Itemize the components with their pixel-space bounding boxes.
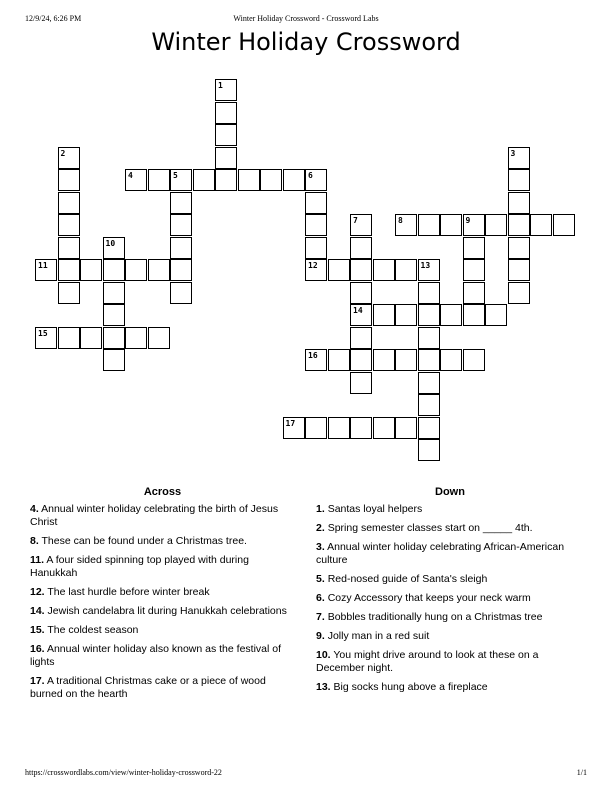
cell-number: 4	[128, 171, 133, 180]
grid-cell[interactable]	[440, 304, 462, 326]
grid-cell[interactable]	[103, 282, 125, 304]
grid-cell[interactable]	[373, 349, 395, 371]
grid-cell[interactable]	[350, 372, 372, 394]
grid-cell[interactable]	[508, 147, 530, 169]
grid-cell[interactable]	[170, 192, 192, 214]
clue-item	[30, 535, 295, 548]
grid-cell[interactable]	[350, 282, 372, 304]
grid-cell[interactable]	[463, 259, 485, 281]
clue-number: 1.	[316, 503, 325, 515]
clue-number: 11.	[30, 554, 45, 566]
grid-cell[interactable]	[328, 259, 350, 281]
grid-cell[interactable]	[508, 214, 530, 236]
grid-cell[interactable]	[305, 259, 327, 281]
clue-text: You might drive around to look at these on a December night.	[316, 649, 539, 674]
across-heading: Across	[143, 486, 182, 498]
clue-number: 7.	[316, 611, 325, 623]
cell-number: 12	[308, 261, 318, 270]
clue-text: A four sided spinning top played with during Hanukkah	[30, 554, 249, 579]
grid-cell[interactable]	[508, 192, 530, 214]
grid-cell[interactable]	[148, 327, 170, 349]
clue-number: 5.	[316, 573, 325, 585]
clue-text: Red-nosed guide of Santa's sleigh	[327, 573, 488, 585]
grid-cell[interactable]	[373, 417, 395, 439]
grid-cell[interactable]	[260, 169, 282, 191]
clue-text: Spring semester classes start on _____ 4th.	[327, 522, 533, 534]
grid-cell[interactable]	[58, 147, 80, 169]
grid-cell[interactable]	[418, 259, 440, 281]
clue-item	[30, 675, 295, 701]
cell-number: 13	[420, 261, 431, 270]
cell-number: 2	[60, 148, 66, 158]
clue-text: Jolly man in a red suit	[327, 630, 430, 642]
grid-cell[interactable]	[418, 372, 440, 394]
grid-cell[interactable]	[58, 169, 80, 191]
grid-cell[interactable]	[215, 102, 237, 124]
grid-cell[interactable]	[215, 147, 237, 169]
grid-cell[interactable]	[35, 327, 57, 349]
grid-cell[interactable]	[485, 304, 507, 326]
grid-cell[interactable]	[103, 349, 125, 371]
cell-number: 7	[353, 216, 358, 225]
grid-cell[interactable]	[215, 124, 237, 146]
grid-cell[interactable]	[305, 349, 327, 371]
cell-number: 11	[38, 261, 48, 270]
clue-item	[316, 649, 584, 675]
grid-cell[interactable]	[508, 237, 530, 259]
grid-cell[interactable]	[305, 417, 327, 439]
clue-item	[316, 522, 584, 535]
cell-number: 17	[285, 418, 296, 428]
clue-item	[316, 541, 584, 567]
clue-number: 2.	[316, 522, 325, 534]
clue-item	[30, 503, 295, 529]
grid-cell[interactable]	[395, 259, 417, 281]
clue-item	[316, 630, 584, 643]
down-heading: Down	[435, 486, 465, 498]
grid-cell[interactable]	[103, 327, 125, 349]
clue-text: Cozy Accessory that keeps your neck warm	[327, 592, 531, 604]
clue-text: The last hurdle before winter break	[47, 586, 210, 598]
clue-number: 15.	[30, 624, 45, 636]
grid-cell[interactable]	[350, 417, 372, 439]
clue-item	[316, 592, 584, 605]
grid-cell[interactable]	[418, 417, 440, 439]
grid-cell[interactable]	[508, 169, 530, 191]
grid-cell[interactable]	[35, 259, 57, 281]
grid-cell[interactable]	[418, 282, 440, 304]
cell-number: 3	[510, 148, 516, 158]
grid-cell[interactable]	[58, 237, 80, 259]
clue-number: 12.	[30, 586, 45, 598]
clue-item	[30, 586, 295, 599]
grid-cell[interactable]	[305, 214, 327, 236]
grid-cell[interactable]	[508, 282, 530, 304]
clue-number: 9.	[316, 630, 325, 642]
clue-text: Bobbles traditionally hung on a Christmas tree	[327, 611, 543, 623]
grid-cell[interactable]	[350, 214, 372, 236]
clue-item	[30, 643, 295, 669]
print-datetime: 12/9/24, 6:26 PM	[25, 14, 82, 23]
grid-cell[interactable]	[350, 237, 372, 259]
grid-cell[interactable]	[170, 259, 192, 281]
grid-cell[interactable]	[373, 304, 395, 326]
clue-text: Santas loyal helpers	[327, 503, 423, 515]
grid-cell[interactable]	[395, 304, 417, 326]
grid-cell[interactable]	[463, 349, 485, 371]
clue-item	[316, 503, 584, 516]
clue-number: 4.	[30, 503, 39, 515]
clue-number: 10.	[316, 649, 331, 661]
grid-cell[interactable]	[58, 192, 80, 214]
grid-cell[interactable]	[170, 282, 192, 304]
down-clues	[316, 486, 584, 700]
grid-cell[interactable]	[418, 304, 440, 326]
grid-cell[interactable]	[395, 417, 417, 439]
grid-cell[interactable]	[125, 169, 147, 191]
grid-cell[interactable]	[305, 192, 327, 214]
grid-cell[interactable]	[463, 304, 485, 326]
clue-number: 16.	[30, 643, 45, 655]
clue-item	[316, 573, 584, 586]
print-page-title: Winter Holiday Crossword - Crossword Labs	[233, 14, 379, 23]
grid-cell[interactable]	[305, 169, 327, 191]
grid-cell[interactable]	[148, 259, 170, 281]
grid-cell[interactable]	[58, 214, 80, 236]
clue-text: Annual winter holiday celebrating African-American culture	[316, 541, 565, 566]
grid-cell[interactable]	[58, 282, 80, 304]
grid-cell[interactable]	[103, 237, 125, 259]
grid-cell[interactable]	[125, 327, 147, 349]
grid-cell[interactable]	[170, 169, 192, 191]
print-page-number: 1/1	[576, 768, 587, 777]
grid-cell[interactable]	[80, 327, 102, 349]
grid-cell[interactable]	[58, 327, 80, 349]
grid-cell[interactable]	[463, 237, 485, 259]
cell-number: 15	[38, 328, 48, 338]
grid-cell[interactable]	[418, 214, 440, 236]
grid-cell[interactable]	[418, 394, 440, 416]
clue-number: 13.	[316, 681, 331, 693]
grid-cell[interactable]	[508, 259, 530, 281]
cell-number: 8	[398, 216, 403, 225]
clue-item	[316, 681, 584, 694]
grid-cell[interactable]	[350, 259, 372, 281]
grid-cell[interactable]	[305, 237, 327, 259]
grid-cell[interactable]	[238, 169, 260, 191]
cell-number: 5	[173, 171, 178, 180]
grid-cell[interactable]	[215, 79, 237, 101]
clue-number: 3.	[316, 541, 325, 553]
grid-cell[interactable]	[283, 169, 305, 191]
grid-cell[interactable]	[193, 169, 215, 191]
grid-cell[interactable]	[553, 214, 575, 236]
grid-cell[interactable]	[170, 237, 192, 259]
grid-cell[interactable]	[283, 417, 305, 439]
grid-cell[interactable]	[485, 214, 507, 236]
clue-text: The coldest season	[47, 624, 139, 636]
clue-text: Jewish candelabra lit during Hanukkah celebrations	[47, 605, 287, 617]
grid-cell[interactable]	[395, 349, 417, 371]
grid-cell[interactable]	[530, 214, 552, 236]
clue-item	[30, 624, 295, 637]
grid-cell[interactable]	[148, 169, 170, 191]
grid-cell[interactable]	[463, 214, 485, 236]
grid-cell[interactable]	[463, 282, 485, 304]
across-clues	[30, 486, 295, 707]
grid-cell[interactable]	[418, 349, 440, 371]
clue-item	[30, 554, 295, 580]
cell-number: 14	[353, 306, 363, 315]
page-title: Winter Holiday Crossword	[151, 28, 461, 56]
grid-cell[interactable]	[373, 259, 395, 281]
cell-number: 6	[308, 171, 313, 180]
grid-cell[interactable]	[395, 214, 417, 236]
clue-text: Big socks hung above a fireplace	[333, 681, 488, 693]
clue-number: 6.	[316, 592, 325, 604]
clue-number: 8.	[30, 535, 39, 547]
grid-cell[interactable]	[170, 214, 192, 236]
clue-text: Annual winter holiday also known as the festival of lights	[30, 643, 282, 668]
cell-number: 10	[105, 238, 116, 248]
cell-number: 9	[465, 216, 471, 225]
clue-text: A traditional Christmas cake or a piece of wood burned on the hearth	[30, 675, 266, 700]
grid-cell[interactable]	[440, 349, 462, 371]
clue-text: Annual winter holiday celebrating the birth of Jesus Christ	[30, 503, 279, 528]
clue-text: These can be found under a Christmas tree.	[41, 535, 247, 547]
grid-cell[interactable]	[440, 214, 462, 236]
clue-item	[30, 605, 295, 618]
clue-number: 17.	[30, 675, 45, 687]
cell-number: 1	[218, 81, 223, 90]
grid-cell[interactable]	[103, 304, 125, 326]
grid-cell[interactable]	[418, 327, 440, 349]
grid-cell[interactable]	[328, 349, 350, 371]
print-url: https://crosswordlabs.com/view/winter-holiday-crossword-22	[25, 768, 222, 777]
grid-cell[interactable]	[418, 439, 440, 461]
grid-cell[interactable]	[103, 259, 125, 281]
cell-number: 16	[308, 351, 318, 360]
grid-cell[interactable]	[125, 259, 147, 281]
grid-cell[interactable]	[215, 169, 237, 191]
grid-cell[interactable]	[350, 327, 372, 349]
grid-cell[interactable]	[58, 259, 80, 281]
clue-item	[316, 611, 584, 624]
grid-cell[interactable]	[328, 417, 350, 439]
grid-cell[interactable]	[350, 349, 372, 371]
clue-number: 14.	[30, 605, 45, 617]
grid-cell[interactable]	[80, 259, 102, 281]
grid-cell[interactable]	[350, 304, 372, 326]
